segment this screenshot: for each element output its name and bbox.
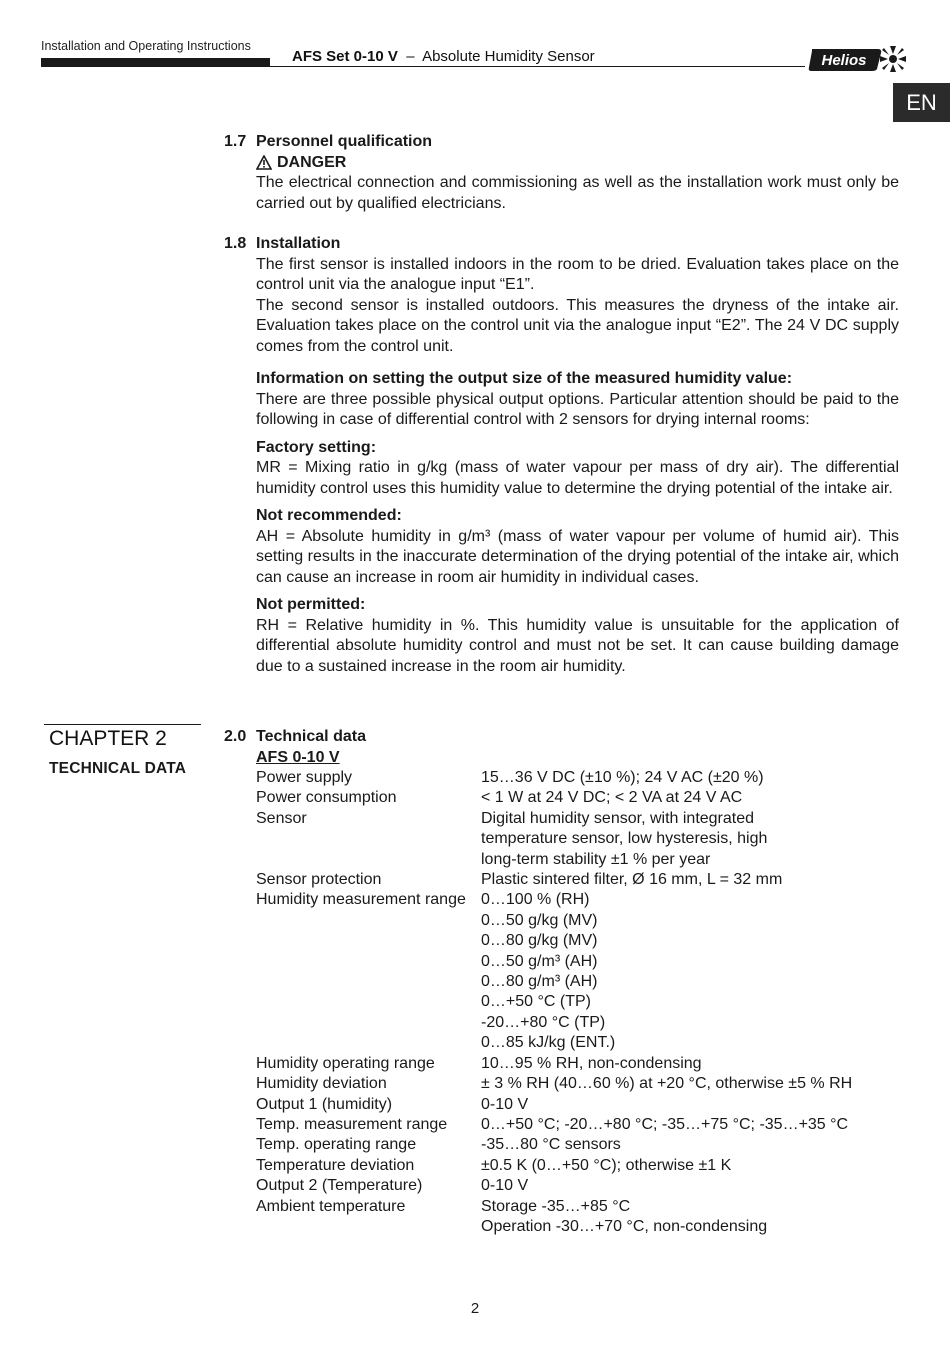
spec-value: Storage -35…+85 °C: [481, 1197, 631, 1215]
spec-value: 0…80 g/kg (MV): [481, 932, 598, 950]
product-description: Absolute Humidity Sensor: [422, 48, 595, 65]
spec-value: Operation -30…+70 °C, non-condensing: [481, 1217, 768, 1235]
installation-paragraph-1: The first sensor is installed indoors in the room to be dried. Evaluation takes place on the control unit via the analogue input “E1”.: [256, 255, 899, 293]
spec-row: [256, 1197, 916, 1238]
spec-label: Sensor: [256, 809, 307, 827]
language-tab: EN: [893, 83, 950, 122]
spec-row: [256, 788, 916, 808]
spec-value: 0…100 % (RH): [481, 891, 590, 909]
spec-row: [256, 1115, 916, 1135]
spec-values: [481, 1054, 916, 1074]
spec-value: 10…95 % RH, non-condensing: [481, 1054, 702, 1072]
section-2-0-heading: Technical data: [256, 728, 366, 745]
spec-values: [481, 1197, 916, 1238]
spec-label: Humidity operating range: [256, 1054, 435, 1072]
factory-setting-heading: Factory setting:: [256, 438, 377, 456]
chapter-subtitle: TECHNICAL DATA: [49, 760, 187, 777]
spec-value: 0…80 g/m³ (AH): [481, 973, 598, 991]
not-recommended-text: AH = Absolute humidity in g/m³ (mass of water vapour per volume of humid air). This setting results in the inaccurate determination of the drying potential of the intake air, which can cause an increase in room air humidity in individual cases.: [256, 527, 899, 586]
spec-value: 0…50 g/m³ (AH): [481, 952, 598, 970]
spec-values: [481, 1156, 916, 1176]
spec-value: -20…+80 °C (TP): [481, 1013, 606, 1031]
info-heading: Information on setting the output size of the measured humidity value:: [256, 370, 793, 387]
spec-value: temperature sensor, low hysteresis, high: [481, 830, 768, 848]
spec-label: Temp. operating range: [256, 1136, 417, 1154]
section-1-7-heading: Personnel qualification: [256, 133, 433, 150]
spec-values: [481, 890, 916, 1053]
section-1-7-text: The electrical connection and commissioning as well as the installation work must only be carried out by qualified electricians.: [256, 174, 899, 212]
header-bar: [41, 58, 270, 67]
model-name: AFS 0-10 V: [256, 748, 340, 766]
spec-value: ± 3 % RH (40…60 %) at +20 °C, otherwise ±5 % RH: [481, 1075, 853, 1093]
spec-value: ±0.5 K (0…+50 °C); otherwise ±1 K: [481, 1156, 732, 1174]
spec-row: [256, 870, 916, 890]
section-2-0-number: 2.0: [224, 728, 247, 745]
product-name: AFS Set 0-10 V: [292, 48, 398, 65]
document-type-label: Installation and Operating Instructions: [41, 39, 251, 53]
warning-triangle-icon: [256, 155, 272, 170]
spec-values: [481, 1074, 916, 1094]
spec-value: 0…+50 °C; -20…+80 °C; -35…+75 °C; -35…+35 °C: [481, 1115, 849, 1133]
section-1-8-heading: Installation: [256, 235, 341, 252]
spec-values: [481, 1115, 916, 1135]
spec-label: Humidity measurement range: [256, 891, 466, 909]
spec-label: Ambient temperature: [256, 1197, 406, 1215]
spec-label: Output 2 (Temperature): [256, 1177, 423, 1195]
section-1-7: [256, 132, 899, 214]
title-separator: –: [406, 48, 415, 65]
spec-values: [481, 1135, 916, 1155]
spec-value: 0…50 g/kg (MV): [481, 911, 598, 929]
spec-label: Temp. measurement range: [256, 1115, 448, 1133]
factory-setting-text: MR = Mixing ratio in g/kg (mass of water vapour per mass of dry air). The differential humidity control uses this humidity value to determine the drying potential of the intake air.: [256, 459, 899, 497]
spec-row: [256, 768, 916, 788]
spec-row: [256, 1176, 916, 1196]
spec-values: [481, 788, 916, 808]
not-recommended-heading: Not recommended:: [256, 507, 402, 524]
spec-label: Humidity deviation: [256, 1075, 387, 1093]
spec-row: [256, 809, 916, 870]
header-rule: [270, 66, 805, 67]
spec-label: Power consumption: [256, 789, 397, 807]
helios-logo: [808, 43, 908, 75]
section-2-0: [256, 727, 916, 1237]
spec-value: < 1 W at 24 V DC; < 2 VA at 24 V AC: [481, 789, 743, 807]
section-1-7-number: 1.7: [224, 133, 247, 150]
header-title: [292, 48, 595, 65]
spec-row: [256, 1054, 916, 1074]
spec-label: Sensor protection: [256, 871, 382, 889]
spec-row: [256, 1135, 916, 1155]
spec-label: Temperature deviation: [256, 1156, 415, 1174]
spec-value: Digital humidity sensor, with integrated: [481, 809, 755, 827]
spec-values: [481, 1095, 916, 1115]
spec-value: long-term stability ±1 % per year: [481, 850, 711, 868]
spec-row: [256, 1074, 916, 1094]
spec-value: 0…+50 °C (TP): [481, 993, 591, 1011]
section-1-8: [256, 234, 899, 677]
page-number: 2: [470, 1300, 480, 1317]
spec-values: [481, 809, 916, 870]
spec-value: 0…85 kJ/kg (ENT.): [481, 1034, 616, 1052]
danger-notice: [256, 153, 899, 174]
danger-label: DANGER: [277, 153, 347, 171]
spec-values: [481, 1176, 916, 1196]
logo-text: Helios: [821, 52, 867, 69]
spec-label: Output 1 (humidity): [256, 1095, 393, 1113]
spec-values: [481, 870, 916, 890]
chapter-title: CHAPTER 2: [49, 727, 167, 750]
spec-row: [256, 890, 916, 1053]
not-permitted-text: RH = Relative humidity in %. This humidity value is unsuitable for the application of differential absolute humidity control and must not be set. It can cause building damage due to a sustained increase in the room air humidity.: [256, 616, 899, 675]
spec-label: Power supply: [256, 769, 353, 786]
section-1-8-number: 1.8: [224, 235, 247, 252]
installation-paragraph-2: The second sensor is installed outdoors. This measures the dryness of the intake air. Evaluation takes place on the control unit via the analogue input “E2”. The 24 V DC supply comes from the control unit.: [256, 296, 899, 355]
spec-row: [256, 1095, 916, 1115]
spec-value: 0-10 V: [481, 1177, 529, 1195]
spec-values: [481, 768, 916, 788]
technical-data-table: [256, 768, 916, 1237]
spec-value: 15…36 V DC (±10 %); 24 V AC (±20 %): [481, 769, 764, 786]
chapter-rule: [44, 724, 201, 725]
spec-value: 0-10 V: [481, 1095, 529, 1113]
not-permitted-heading: Not permitted:: [256, 596, 366, 613]
spec-value: -35…80 °C sensors: [481, 1136, 621, 1154]
spec-row: [256, 1156, 916, 1176]
info-text: There are three possible physical output options. Particular attention should be paid to the following in case of differential control with 2 sensors for drying internal rooms:: [256, 390, 899, 428]
spec-value: Plastic sintered filter, Ø 16 mm, L = 32 mm: [481, 871, 783, 889]
